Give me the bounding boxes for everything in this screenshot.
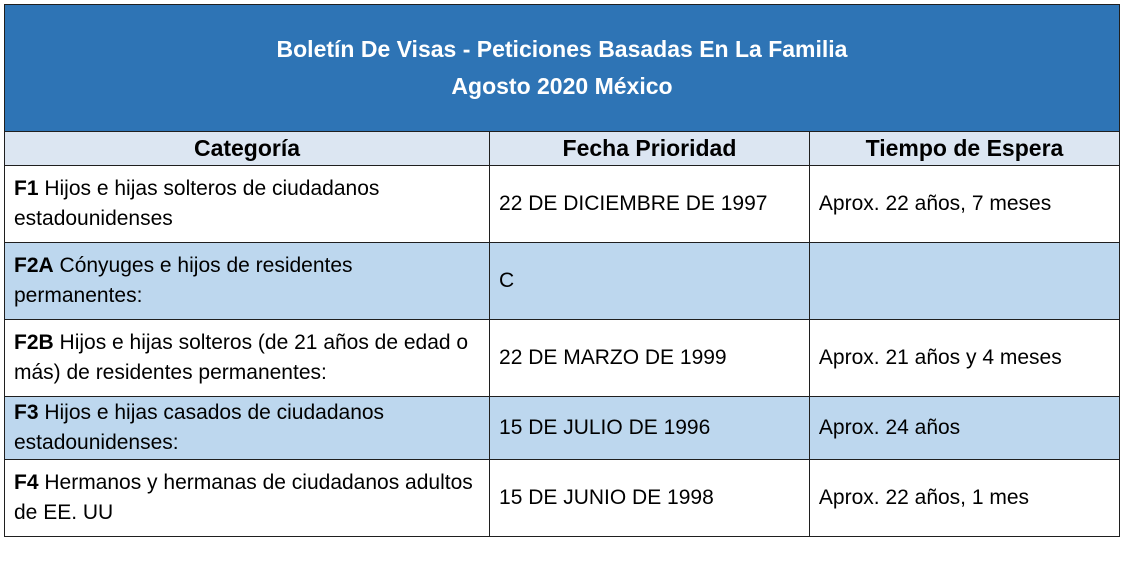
category-code: F2A: [14, 254, 54, 277]
category-description: Hermanos y hermanas de ciudadanos adultos de EE. UU: [14, 471, 473, 524]
visa-bulletin-table: [5, 132, 1119, 536]
category-code: F3: [14, 401, 39, 424]
category-code: F2B: [14, 331, 54, 354]
header-category: Categoría: [5, 132, 490, 166]
title-line-1: Boletín De Visas - Peticiones Basadas En La Familia: [276, 36, 848, 62]
wait-time-cell: Aprox. 24 años: [809, 397, 1119, 460]
wait-time-cell: Aprox. 22 años, 7 meses: [809, 166, 1119, 243]
category-description: Hijos e hijas solteros (de 21 años de edad o más) de residentes permanentes:: [14, 331, 469, 384]
table-row: [5, 460, 1119, 537]
category-cell: [5, 243, 490, 320]
priority-date-cell: 15 DE JUNIO DE 1998: [490, 460, 810, 537]
wait-time-cell: Aprox. 22 años, 1 mes: [809, 460, 1119, 537]
category-description: Cónyuges e hijos de residentes permanentes:: [14, 254, 353, 307]
priority-date-cell: 15 DE JULIO DE 1996: [490, 397, 810, 460]
visa-bulletin-table-container: [4, 4, 1120, 537]
priority-date-cell: C: [490, 243, 810, 320]
category-description: Hijos e hijas casados de ciudadanos estadounidenses:: [14, 401, 385, 454]
category-code: F1: [14, 177, 39, 200]
table-row: [5, 320, 1119, 397]
category-cell: [5, 166, 490, 243]
category-code: F4: [14, 471, 39, 494]
category-cell: [5, 320, 490, 397]
table-title: [5, 5, 1119, 132]
priority-date-cell: 22 DE DICIEMBRE DE 1997: [490, 166, 810, 243]
table-row: [5, 397, 1119, 460]
table-row: [5, 166, 1119, 243]
header-row: [5, 132, 1119, 166]
title-line-2: Agosto 2020 México: [451, 73, 673, 99]
wait-time-cell: Aprox. 21 años y 4 meses: [809, 320, 1119, 397]
category-cell: [5, 397, 490, 460]
wait-time-cell: [809, 243, 1119, 320]
header-priority-date: Fecha Prioridad: [490, 132, 810, 166]
header-wait-time: Tiempo de Espera: [809, 132, 1119, 166]
category-description: Hijos e hijas solteros de ciudadanos estadounidenses: [14, 177, 380, 230]
category-cell: [5, 460, 490, 537]
table-row: [5, 243, 1119, 320]
priority-date-cell: 22 DE MARZO DE 1999: [490, 320, 810, 397]
